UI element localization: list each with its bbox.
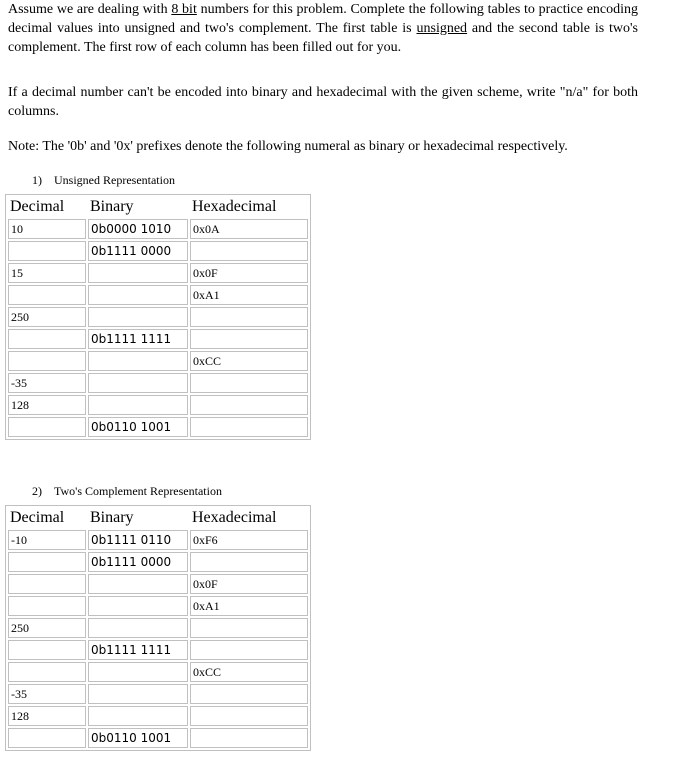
hexadecimal-cell[interactable] <box>190 307 308 327</box>
hexadecimal-cell[interactable] <box>190 552 308 572</box>
table2-heading <box>32 484 222 499</box>
8-bit-link[interactable]: 8 bit <box>171 2 197 17</box>
table-row <box>8 706 308 726</box>
prefix-note: Note: The '0b' and '0x' prefixes denote the following numeral as binary or hexadecimal respectively. <box>8 139 568 154</box>
hexadecimal-cell: 0x0F <box>190 263 308 283</box>
table-row <box>8 219 308 239</box>
table1-number: 1) <box>32 173 42 187</box>
hexadecimal-cell: 0xF6 <box>190 530 308 550</box>
binary-cell[interactable] <box>88 618 188 638</box>
hexadecimal-header: Hexadecimal <box>192 509 277 526</box>
binary-cell[interactable] <box>88 596 188 616</box>
table-row <box>8 241 308 261</box>
decimal-cell[interactable] <box>8 596 86 616</box>
decimal-cell[interactable] <box>8 728 86 748</box>
hexadecimal-cell: 0xA1 <box>190 285 308 305</box>
binary-cell[interactable] <box>88 395 188 415</box>
table2-title: Two's Complement Representation <box>54 484 222 498</box>
hexadecimal-cell[interactable] <box>190 684 308 704</box>
hexadecimal-cell: 0x0F <box>190 574 308 594</box>
intro-text: and the second table is two's complement. The first row of each column has been filled out for you. <box>8 21 638 55</box>
intro-paragraph <box>8 0 638 57</box>
table-row <box>8 596 308 616</box>
hexadecimal-cell[interactable] <box>190 417 308 437</box>
decimal-cell[interactable] <box>8 241 86 261</box>
table-row <box>8 351 308 371</box>
binary-cell: 0b0110 1001 <box>88 417 188 437</box>
hexadecimal-header: Hexadecimal <box>192 198 277 215</box>
binary-cell[interactable] <box>88 263 188 283</box>
hexadecimal-cell[interactable] <box>190 395 308 415</box>
decimal-cell[interactable] <box>8 552 86 572</box>
decimal-cell[interactable] <box>8 285 86 305</box>
decimal-cell: 250 <box>8 307 86 327</box>
decimal-cell: 15 <box>8 263 86 283</box>
decimal-cell[interactable] <box>8 417 86 437</box>
binary-header: Binary <box>90 198 134 215</box>
hexadecimal-cell: 0xA1 <box>190 596 308 616</box>
decimal-cell: 10 <box>8 219 86 239</box>
unsigned-table <box>5 194 311 440</box>
intro-text: numbers for this problem. Complete the following tables to practice encoding decimal values into unsigned and two's complement. The first table is <box>8 2 639 36</box>
hexadecimal-cell: 0xCC <box>190 351 308 371</box>
table-row <box>8 728 308 748</box>
binary-cell: 0b1111 1111 <box>88 329 188 349</box>
hexadecimal-cell[interactable] <box>190 640 308 660</box>
decimal-header: Decimal <box>10 198 65 215</box>
table1-heading <box>32 173 175 188</box>
binary-cell: 0b1111 0000 <box>88 552 188 572</box>
unsigned-link[interactable]: unsigned <box>416 21 468 36</box>
table-row <box>8 574 308 594</box>
decimal-cell[interactable] <box>8 351 86 371</box>
hexadecimal-cell: 0xCC <box>190 662 308 682</box>
decimal-cell: 250 <box>8 618 86 638</box>
decimal-cell: -35 <box>8 373 86 393</box>
binary-cell[interactable] <box>88 706 188 726</box>
table-row <box>8 373 308 393</box>
decimal-cell[interactable] <box>8 574 86 594</box>
table-row <box>8 329 308 349</box>
hexadecimal-cell[interactable] <box>190 373 308 393</box>
binary-cell[interactable] <box>88 662 188 682</box>
table1-title: Unsigned Representation <box>54 173 175 187</box>
hexadecimal-cell: 0x0A <box>190 219 308 239</box>
table-row <box>8 263 308 283</box>
table-row <box>8 662 308 682</box>
binary-header: Binary <box>90 509 134 526</box>
twos-complement-table <box>5 505 311 751</box>
binary-cell: 0b1111 0000 <box>88 241 188 261</box>
table-row <box>8 307 308 327</box>
binary-cell[interactable] <box>88 285 188 305</box>
binary-cell[interactable] <box>88 307 188 327</box>
decimal-header: Decimal <box>10 509 65 526</box>
header-row <box>8 197 308 217</box>
table-row <box>8 618 308 638</box>
table-row <box>8 285 308 305</box>
binary-cell[interactable] <box>88 373 188 393</box>
binary-cell: 0b1111 0110 <box>88 530 188 550</box>
binary-cell: 0b0000 1010 <box>88 219 188 239</box>
binary-cell[interactable] <box>88 684 188 704</box>
decimal-cell: 128 <box>8 706 86 726</box>
hexadecimal-cell[interactable] <box>190 618 308 638</box>
table-row <box>8 530 308 550</box>
header-row <box>8 508 308 528</box>
hexadecimal-cell[interactable] <box>190 329 308 349</box>
decimal-cell: -35 <box>8 684 86 704</box>
table-row <box>8 552 308 572</box>
binary-cell[interactable] <box>88 351 188 371</box>
binary-cell: 0b1111 1111 <box>88 640 188 660</box>
decimal-cell: -10 <box>8 530 86 550</box>
table-row <box>8 640 308 660</box>
hexadecimal-cell[interactable] <box>190 728 308 748</box>
decimal-cell[interactable] <box>8 329 86 349</box>
table2-number: 2) <box>32 484 42 498</box>
table-row <box>8 417 308 437</box>
hexadecimal-cell[interactable] <box>190 241 308 261</box>
decimal-cell: 128 <box>8 395 86 415</box>
table-row <box>8 684 308 704</box>
table-row <box>8 395 308 415</box>
binary-cell[interactable] <box>88 574 188 594</box>
decimal-cell[interactable] <box>8 662 86 682</box>
na-instruction: If a decimal number can't be encoded into binary and hexadecimal with the given scheme, write "n/a" for both columns. <box>8 85 638 119</box>
decimal-cell[interactable] <box>8 640 86 660</box>
intro-text: Assume we are dealing with <box>8 2 172 17</box>
binary-cell: 0b0110 1001 <box>88 728 188 748</box>
hexadecimal-cell[interactable] <box>190 706 308 726</box>
